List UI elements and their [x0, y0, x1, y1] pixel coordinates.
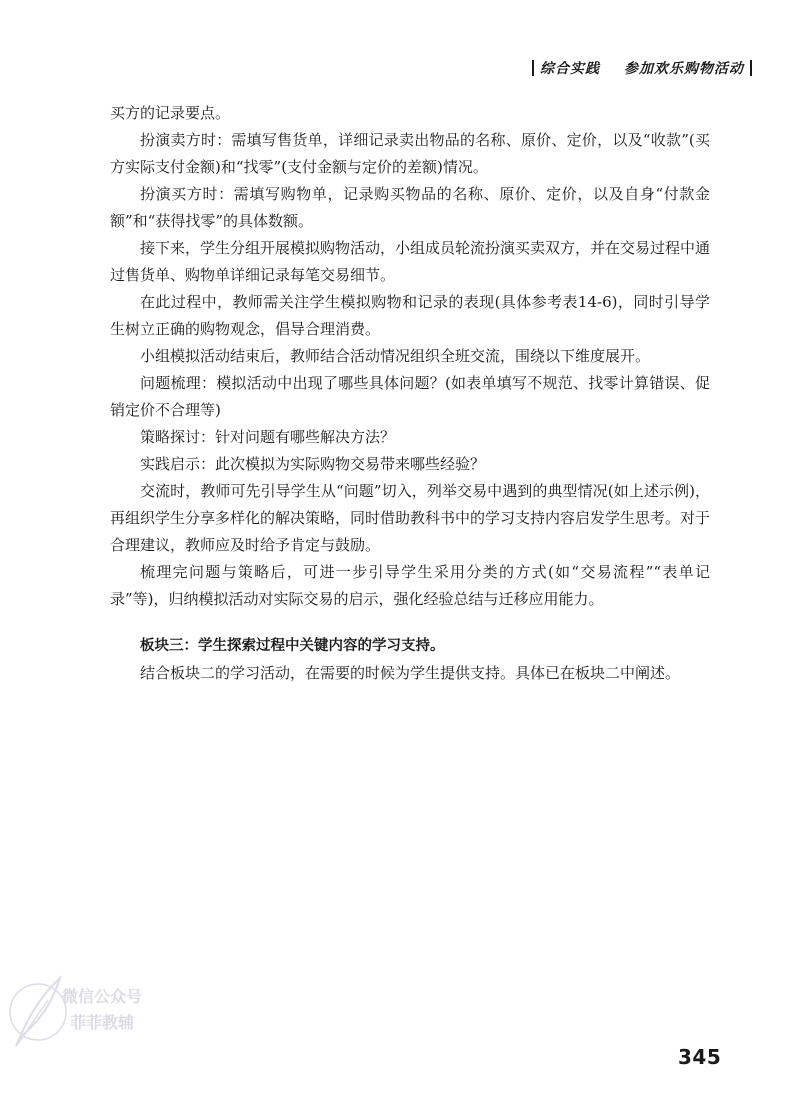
paragraph: 实践启示：此次模拟为实际购物交易带来哪些经验？ [140, 455, 486, 473]
paragraph: 策略探讨：针对问题有哪些解决方法？ [140, 428, 396, 446]
watermark [8, 972, 158, 1052]
watermark-line2: 菲菲教辅 [69, 1013, 134, 1032]
watermark-line1: 微信公众号 [61, 987, 142, 1006]
paragraph: 结合板块二的学习活动，在需要的时候为学生提供支持。具体已在板块二中阐述。 [140, 664, 681, 682]
header-title: 参加欢乐购物活动 [624, 61, 744, 77]
header-bar-left [532, 60, 534, 76]
paragraph: 交流时，教师可先引导学生从“问题”切入，列举交易中遇到的典型情况(如上述示例)，再组织学生分享多样化的解决策略，同时借助教科书中的学习支持内容启发学生思考。对于合理建议，教师应及时给予肯定与鼓励。 [110, 482, 711, 554]
paragraph: 梳理完问题与策略后，可进一步引导学生采用分类的方式(如“交易流程”“表单记录”等)，归纳模拟活动对实际交易的启示，强化经验总结与迁移应用能力。 [110, 563, 710, 608]
page-number: 345 [678, 1045, 722, 1069]
header-bar-right [750, 60, 752, 76]
paragraph: 小组模拟活动结束后，教师结合活动情况组织全班交流，围绕以下维度展开。 [140, 347, 651, 365]
paragraph: 扮演卖方时：需填写售货单，详细记录卖出物品的名称、原价、定价，以及“收款”(买方实际支付金额)和“找零”(支付金额与定价的差额)情况。 [110, 131, 710, 176]
paragraph: 接下来，学生分组开展模拟购物活动，小组成员轮流扮演买卖双方，并在交易过程中通过售货单、购物单详细记录每笔交易细节。 [110, 239, 711, 284]
paragraph: 在此过程中，教师需关注学生模拟购物和记录的表现(具体参考表14-6)，同时引导学生树立正确的购物观念，倡导合理消费。 [110, 293, 710, 338]
running-header [532, 58, 752, 78]
header-section: 综合实践 [540, 61, 600, 77]
paragraph: 问题梳理：模拟活动中出现了哪些具体问题？(如表单填写不规范、找零计算错误、促销定价不合理等) [110, 374, 710, 419]
section-heading: 板块三：学生探索过程中关键内容的学习支持。 [140, 638, 445, 654]
paragraph: 买方的记录要点。 [110, 104, 231, 122]
paragraph: 扮演买方时：需填写购物单，记录购买物品的名称、原价、定价，以及自身“付款金额”和“获得找零”的具体数额。 [110, 185, 710, 230]
page-body [110, 100, 710, 687]
